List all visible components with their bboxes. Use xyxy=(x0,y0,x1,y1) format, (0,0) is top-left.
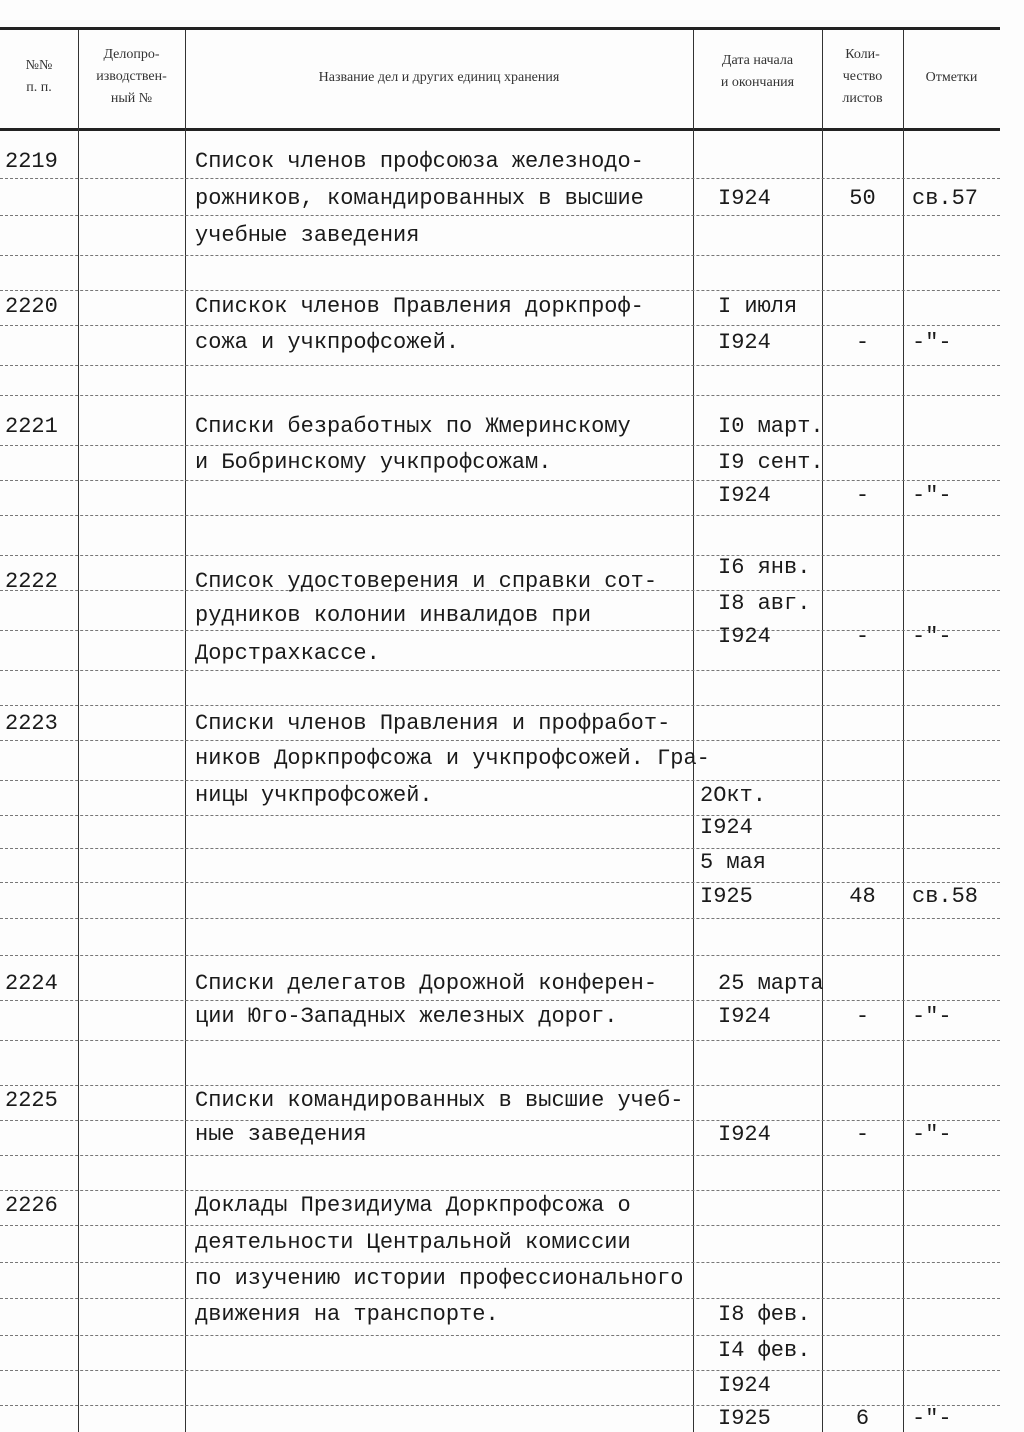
ruled-line xyxy=(0,1000,1000,1002)
entry-title-line: рудников колонии инвалидов при xyxy=(195,603,592,628)
ruled-line xyxy=(0,1335,1000,1337)
entry-sheets: - xyxy=(855,1004,870,1029)
entry-notes: -"- xyxy=(912,624,952,649)
header-notes: Отметки xyxy=(925,70,978,85)
ruled-line xyxy=(0,395,1000,397)
ruled-line xyxy=(0,555,1000,557)
ruled-line xyxy=(0,1155,1000,1157)
header-sheets: Коли- чество листов xyxy=(842,47,883,106)
entry-sheets: - xyxy=(855,330,870,355)
entry-title-line: ные заведения xyxy=(195,1122,367,1147)
entry-title-line: и Бобринскому учкпрофсожам. xyxy=(195,450,552,475)
entry-notes: св.58 xyxy=(912,884,979,909)
entry-date-line: I9 сент. xyxy=(718,450,824,475)
entry-date-line: I924 xyxy=(718,624,771,649)
entry-number: 2221 xyxy=(5,414,58,439)
ruled-line xyxy=(0,325,1000,327)
header-num: №№ п. п. xyxy=(25,58,53,95)
ruled-line xyxy=(0,705,1000,707)
entry-number: 2225 xyxy=(5,1088,58,1113)
ruled-line xyxy=(0,365,1000,367)
header-title: Название дел и других единиц хранения xyxy=(318,70,560,85)
entry-date-line: I924 xyxy=(718,1373,771,1398)
ruled-line xyxy=(0,480,1000,482)
entry-title-line: ницы учкпрофсожей. xyxy=(195,783,433,808)
entry-title-line: Список удостоверения и справки сот- xyxy=(195,569,658,594)
entry-notes: -"- xyxy=(912,1122,952,1147)
entry-date-line: I0 март. xyxy=(718,414,824,439)
entry-notes: св.57 xyxy=(912,186,979,211)
entry-sheets: - xyxy=(855,483,870,508)
entry-number: 2220 xyxy=(5,294,58,319)
entry-title-line: Списки делегатов Дорожной конферен- xyxy=(195,971,658,996)
ruled-line xyxy=(0,815,1000,817)
entry-date-line: 25 марта xyxy=(718,971,824,996)
entry-title-line: движения на транспорте. xyxy=(195,1302,499,1327)
ruled-line xyxy=(0,178,1000,180)
header-dates: Дата начала и окончания xyxy=(720,53,795,90)
entry-date-line: 5 мая xyxy=(700,850,767,875)
entry-number: 2223 xyxy=(5,711,58,736)
ruled-line xyxy=(0,740,1000,742)
entry-sheets: - xyxy=(855,1122,870,1147)
ruled-line xyxy=(0,445,1000,447)
ruled-line xyxy=(0,918,1000,920)
ruled-line xyxy=(0,955,1000,957)
entry-title-line: ников Доркпрофсожа и учкпрофсожей. Гра- xyxy=(195,746,710,771)
entry-title-line: учебные заведения xyxy=(195,223,420,248)
entry-date-line: I6 янв. xyxy=(718,555,811,580)
entry-date-line: I924 xyxy=(718,1122,771,1147)
ruled-line xyxy=(0,515,1000,517)
entry-notes: -"- xyxy=(912,1004,952,1029)
entry-date-line: I925 xyxy=(700,884,753,909)
column-divider xyxy=(185,30,186,1432)
header-office-num: Делопро- изводствен- ный № xyxy=(96,47,167,106)
ruled-line xyxy=(0,1370,1000,1372)
entry-notes: -"- xyxy=(912,483,952,508)
ruled-line xyxy=(0,670,1000,672)
entry-number: 2219 xyxy=(5,149,58,174)
entry-date-line: I924 xyxy=(718,1004,771,1029)
entry-title-line: ции Юго-Западных железных дорог. xyxy=(195,1004,618,1029)
ruled-line xyxy=(0,780,1000,782)
entry-number: 2226 xyxy=(5,1193,58,1218)
ruled-line xyxy=(0,290,1000,292)
entry-title-line: Спискок членов Правления доркпроф- xyxy=(195,294,644,319)
entry-number: 2222 xyxy=(5,569,58,594)
ruled-line xyxy=(0,255,1000,257)
entry-sheets: - xyxy=(855,624,870,649)
header-bottom-rule xyxy=(0,128,1000,131)
entry-notes: -"- xyxy=(912,330,952,355)
ruled-line xyxy=(0,848,1000,850)
entry-title-line: Списки безработных по Жмеринскому xyxy=(195,414,631,439)
entry-title-line: Дорстрахкассе. xyxy=(195,641,380,666)
column-divider xyxy=(903,30,904,1432)
column-divider xyxy=(822,30,823,1432)
entry-title-line: Список членов профсоюза железнодо- xyxy=(195,149,644,174)
entry-date-line: I924 xyxy=(700,815,753,840)
entry-date-line: 2Окт. xyxy=(700,783,767,808)
entry-date-line: I925 xyxy=(718,1406,771,1431)
entry-notes: -"- xyxy=(912,1406,952,1431)
ruled-line xyxy=(0,1085,1000,1087)
entry-date-line: I8 авг. xyxy=(718,591,811,616)
entry-date-line: I июля xyxy=(718,294,798,319)
ruled-line xyxy=(0,1225,1000,1227)
entry-title-line: рожников, командированных в высшие xyxy=(195,186,644,211)
ruled-line xyxy=(0,215,1000,217)
entry-date-line: I924 xyxy=(718,483,771,508)
ruled-line xyxy=(0,1262,1000,1264)
entry-sheets: 6 xyxy=(855,1406,870,1431)
entry-date-line: I924 xyxy=(718,186,771,211)
entry-title-line: Списки членов Правления и профработ- xyxy=(195,711,671,736)
entry-title-line: сожа и учкпрофсожей. xyxy=(195,330,460,355)
ruled-line xyxy=(0,1040,1000,1042)
entry-title-line: деятельности Центральной комиссии xyxy=(195,1230,631,1255)
entry-date-line: I924 xyxy=(718,330,771,355)
entry-title-line: Доклады Президиума Доркпрофсожа о xyxy=(195,1193,631,1218)
entry-title-line: Списки командированных в высшие учеб- xyxy=(195,1088,684,1113)
entry-number: 2224 xyxy=(5,971,58,996)
entry-date-line: I4 фев. xyxy=(718,1338,811,1363)
column-divider xyxy=(78,30,79,1432)
entry-title-line: по изучению истории профессионального xyxy=(195,1266,684,1291)
entry-sheets: 50 xyxy=(849,186,876,211)
column-divider xyxy=(693,30,694,1432)
ruled-line xyxy=(0,1298,1000,1300)
entry-sheets: 48 xyxy=(849,884,876,909)
header-top-rule xyxy=(0,27,1000,30)
entry-date-line: I8 фев. xyxy=(718,1302,811,1327)
ruled-line xyxy=(0,1190,1000,1192)
